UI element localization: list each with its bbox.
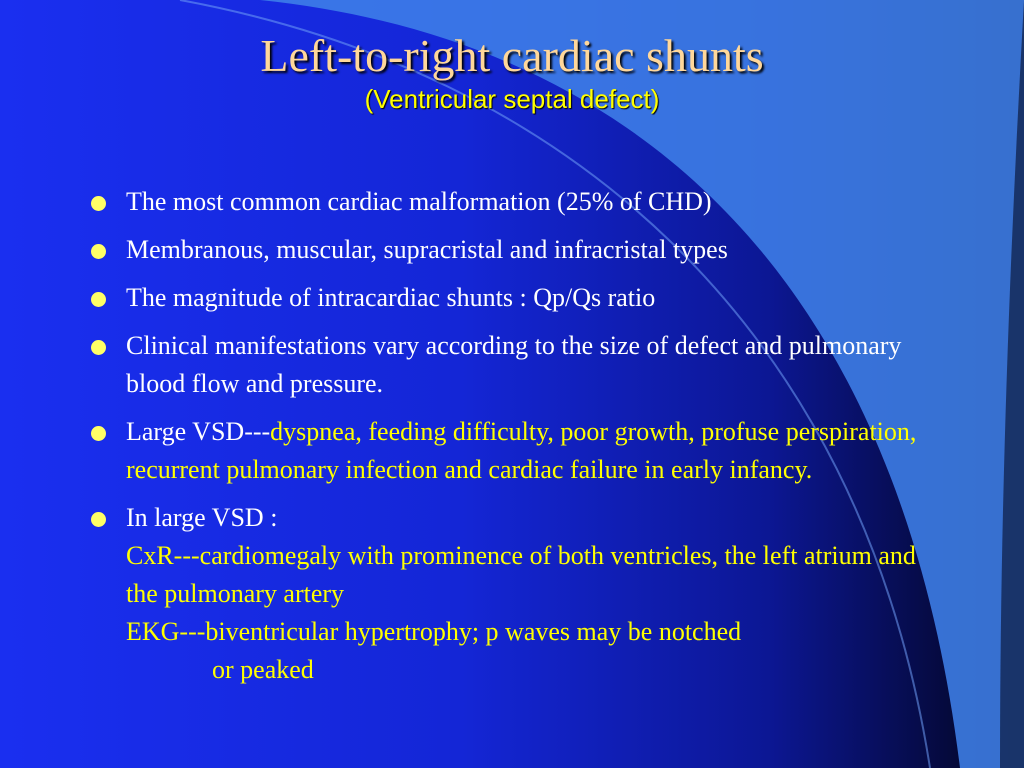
bullet-5-prefix: Large VSD---: [126, 417, 271, 446]
bullet-marker-icon: [91, 244, 106, 259]
bullet-6-cxr: CxR---cardiomegaly with prominence of both ventricles, the left atrium and the pulmonary artery: [126, 541, 916, 608]
bullet-text-2: Membranous, muscular, supracristal and infracristal types: [126, 235, 728, 264]
bullet-6-ekg-continuation: or peaked: [212, 655, 314, 684]
bullet-6-lead: In large VSD :: [126, 503, 278, 532]
bullet-marker-icon: [91, 292, 106, 307]
bullet-item-4: [86, 327, 946, 403]
bullet-text-1: The most common cardiac malformation (25% of CHD): [126, 187, 712, 216]
bullet-5-detail: dyspnea, feeding difficulty, poor growth, profuse perspiration, recurrent pulmonary infection and cardiac failure in early infancy.: [126, 417, 917, 484]
slide-subtitle: (Ventricular septal defect): [364, 84, 660, 114]
bullet-list: [86, 183, 946, 699]
bullet-item-6: [86, 499, 946, 689]
bullet-item-1: [86, 183, 946, 221]
bullet-6-ekg: EKG---biventricular hypertrophy; p waves may be notched: [126, 617, 742, 646]
bullet-item-5: [86, 413, 946, 489]
bullet-marker-icon: [91, 512, 106, 527]
title-block: [0, 30, 1024, 116]
bullet-text-3: The magnitude of intracardiac shunts : Qp/Qs ratio: [126, 283, 656, 312]
bullet-text-4: Clinical manifestations vary according to the size of defect and pulmonary blood flow and pressure.: [126, 331, 902, 398]
bullet-marker-icon: [91, 426, 106, 441]
slide-title: Left-to-right cardiac shunts: [260, 30, 764, 81]
bullet-item-3: [86, 279, 946, 317]
bullet-marker-icon: [91, 340, 106, 355]
bullet-item-2: [86, 231, 946, 269]
bullet-marker-icon: [91, 196, 106, 211]
